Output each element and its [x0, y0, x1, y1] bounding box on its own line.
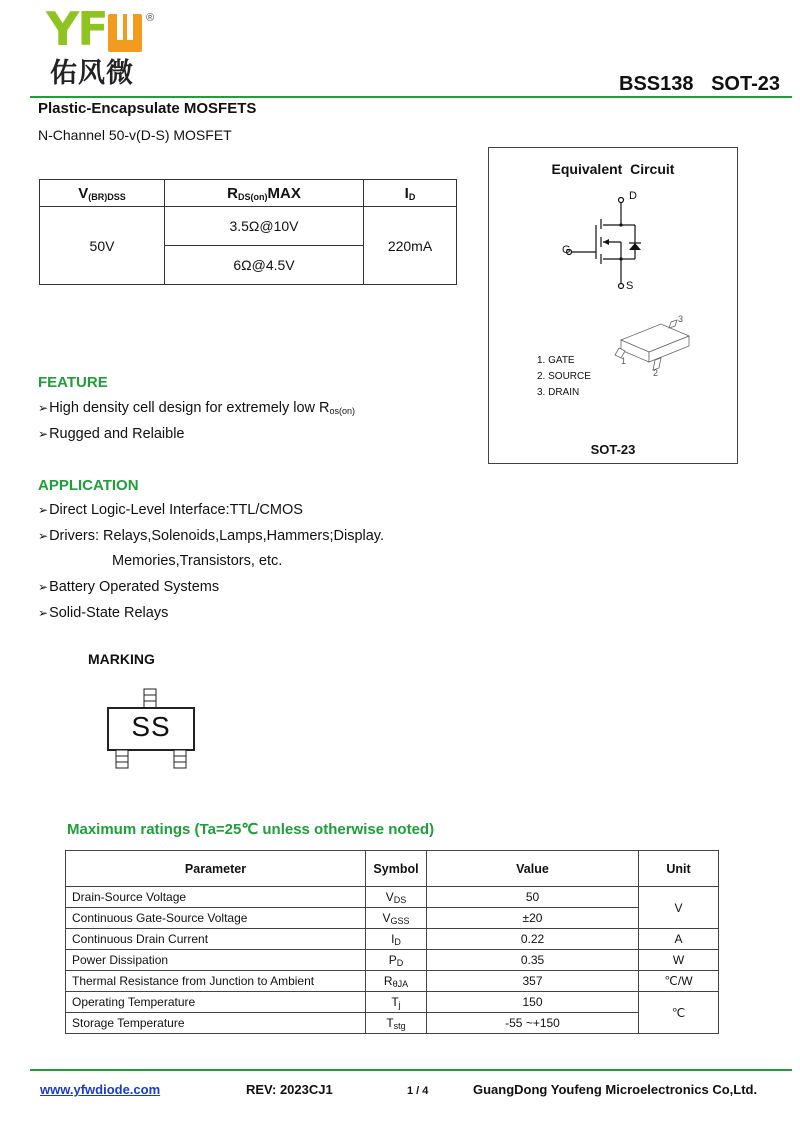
arrow-bullet-icon: ➢ [38, 606, 49, 620]
ratings-symbol: $V_{GSS}$ [366, 908, 427, 929]
ratings-value: 0.22 [427, 929, 639, 950]
ratings-symbol: $I_D$ [366, 929, 427, 950]
logo-registered-mark: ® [146, 12, 155, 24]
feature-item: ➢Rugged and Relaible [38, 426, 185, 442]
ratings-parameter: Thermal Resistance from Junction to Ambient [66, 971, 366, 992]
feature-item: ➢High density cell design for extremely low $R_{os(on)}$ [38, 400, 356, 416]
spec-header-id: $I_D$ [364, 180, 457, 207]
marking-title: MARKING [88, 651, 155, 667]
ratings-unit: V [639, 887, 719, 929]
table-row [66, 1013, 719, 1034]
ratings-header-parameter: Parameter [66, 851, 366, 887]
application-item-continuation: Memories,Transistors, etc. [112, 553, 283, 569]
footer-rule [30, 1069, 792, 1071]
website-link[interactable]: www.yfwdiode.com [40, 1082, 161, 1097]
ratings-symbol: $V_{DS}$ [366, 887, 427, 908]
package-name: SOT-23 [711, 73, 780, 95]
table-row [66, 908, 719, 929]
spec-rds-value: 3.5Ω@10V [165, 207, 364, 246]
part-number: BSS138 [619, 73, 694, 95]
spec-vbr-value: 50V [40, 207, 165, 285]
feature-title: FEATURE [38, 374, 108, 391]
application-item: ➢Solid-State Relays [38, 605, 169, 621]
pin-label-d: D [629, 190, 637, 202]
equivalent-circuit-box [488, 147, 738, 464]
spec-rds-value: 6Ω@4.5V [165, 246, 364, 285]
ratings-symbol: $T_{stg}$ [366, 1013, 427, 1034]
ratings-title: Maximum ratings (Ta=25℃ unless otherwise noted) [67, 821, 435, 838]
company-name: GuangDong Youfeng Microelectronics Co,Ltd. [473, 1082, 758, 1097]
doc-title: Plastic-Encapsulate MOSFETS [38, 100, 257, 117]
table-row [66, 971, 719, 992]
doc-subtitle: N-Channel 50-v(D-S) MOSFET [38, 127, 232, 143]
table-row [66, 887, 719, 908]
pin-label-s: S [626, 280, 634, 292]
arrow-bullet-icon: ➢ [38, 503, 49, 517]
package-pin-1-label: 1 [621, 356, 627, 366]
package-pin-3-label: 3 [678, 314, 684, 324]
arrow-bullet-icon: ➢ [38, 529, 49, 543]
ratings-header-unit: Unit [639, 851, 719, 887]
pin-list-item: 2. SOURCE [537, 371, 591, 382]
arrow-bullet-icon: ➢ [38, 401, 49, 415]
logo-u-icon [108, 14, 142, 52]
spec-header-rds: $R_{DS(on)}MAX$ [165, 180, 364, 207]
table-row [66, 950, 719, 971]
revision-label: REV: 2023CJ1 [246, 1082, 333, 1097]
pin-list-item: 1. GATE [537, 355, 575, 366]
header-rule [30, 96, 792, 98]
ratings-symbol: $T_j$ [366, 992, 427, 1013]
ratings-parameter: Storage Temperature [66, 1013, 366, 1034]
ratings-value: 150 [427, 992, 639, 1013]
spec-table [39, 179, 457, 285]
mosfet-symbol-icon [559, 192, 649, 292]
ratings-header-value: Value [427, 851, 639, 887]
ratings-parameter: Drain-Source Voltage [66, 887, 366, 908]
application-item: ➢Battery Operated Systems [38, 579, 220, 595]
arrow-bullet-icon: ➢ [38, 580, 49, 594]
page-number: 1 / 4 [407, 1085, 429, 1097]
ratings-table [65, 850, 719, 1034]
logo-letters: YF [46, 2, 107, 56]
package-label: SOT-23 [590, 442, 636, 457]
ratings-unit: A [639, 929, 719, 950]
table-row [66, 929, 719, 950]
circuit-title: Equivalent Circuit [551, 161, 675, 177]
package-pin-2-label: 2 [653, 368, 659, 378]
application-title: APPLICATION [38, 477, 139, 494]
ratings-parameter: Continuous Drain Current [66, 929, 366, 950]
arrow-bullet-icon: ➢ [38, 427, 49, 441]
ratings-parameter: Operating Temperature [66, 992, 366, 1013]
ratings-unit: ℃/W [639, 971, 719, 992]
ratings-unit: W [639, 950, 719, 971]
ratings-value: 50 [427, 887, 639, 908]
ratings-symbol: $P_D$ [366, 950, 427, 971]
ratings-symbol: $R_{\theta JA}$ [366, 971, 427, 992]
ratings-value: 0.35 [427, 950, 639, 971]
application-item: ➢Drivers: Relays,Solenoids,Lamps,Hammers;Display. [38, 528, 385, 544]
table-row [66, 992, 719, 1013]
ratings-parameter: Continuous Gate-Source Voltage [66, 908, 366, 929]
pin-list [537, 353, 591, 401]
application-item: ➢Direct Logic-Level Interface:TTL/CMOS [38, 502, 303, 518]
ratings-unit: ℃ [639, 992, 719, 1034]
ratings-value: ±20 [427, 908, 639, 929]
part-header [619, 73, 780, 96]
pin-label-g: G [562, 244, 571, 256]
spec-id-value: 220mA [364, 207, 457, 285]
logo-chinese-name: 佑风微 [50, 58, 134, 89]
ratings-parameter: Power Dissipation [66, 950, 366, 971]
spec-header-vbr: $V_{(BR)DSS}$ [40, 180, 165, 207]
ratings-header-symbol: Symbol [366, 851, 427, 887]
marking-code: SS [131, 711, 171, 742]
ratings-value: 357 [427, 971, 639, 992]
pin-list-item: 3. DRAIN [537, 387, 580, 398]
ratings-value: -55 ~+150 [427, 1013, 639, 1034]
